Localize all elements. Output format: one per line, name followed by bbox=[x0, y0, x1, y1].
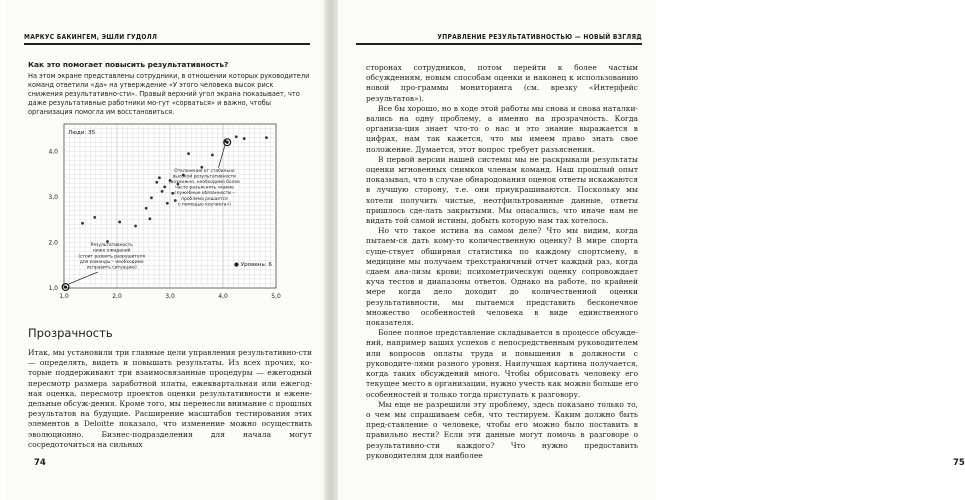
y-tick-label: 2,0 bbox=[48, 239, 58, 247]
x-tick-label: 4,0 bbox=[218, 293, 228, 300]
x-tick-label: 1,0 bbox=[59, 293, 69, 300]
running-head-left bbox=[24, 31, 310, 45]
level-label: ● Уровень: 6 bbox=[234, 262, 272, 269]
x-tick-label: 5,0 bbox=[271, 293, 281, 300]
lower-callout-line: ниже ожиданий bbox=[92, 248, 131, 254]
data-point bbox=[148, 217, 151, 220]
data-point bbox=[174, 199, 177, 202]
data-point bbox=[166, 202, 169, 205]
lower-callout-line: (стоит развить разрушителя bbox=[78, 254, 146, 260]
data-point bbox=[161, 190, 164, 193]
highlighted-point bbox=[64, 286, 67, 289]
data-point bbox=[163, 185, 166, 188]
running-head-right-text: УПРАВЛЕНИЕ РЕЗУЛЬТАТИВНОСТЬЮ — НОВЫЙ ВЗГЛЯД bbox=[437, 33, 642, 41]
left-page bbox=[6, 0, 324, 500]
data-point bbox=[145, 207, 148, 210]
x-tick-label: 2,0 bbox=[112, 293, 122, 300]
data-point bbox=[81, 222, 84, 225]
paragraph: Мы еще не разрешили эту проблему, здесь показано только то, о чем мы спрашиваем себя, что тестируем. Каким должно быть пред-ставление о человеке, чтобы его можно было поставить в правильно нести? Если эти данные могут помочь в разговоре о результативно-сти каждого? Что нужно предоставить руководителям для наиболее bbox=[366, 399, 638, 460]
running-head-left-text: МАРКУС БАКИНГЕМ, ЭШЛИ ГУДОЛЛ bbox=[24, 33, 158, 41]
page-number-right: 75 bbox=[953, 458, 965, 468]
upper-callout-line: (возможно, необходимо более bbox=[169, 180, 240, 186]
y-tick-label: 3,0 bbox=[48, 193, 58, 201]
body-text-left: Итак, мы установили три главные цели управления результативно-сти — определять, видеть и повышать результаты. Из всех прочих, ко-торые поддерживают три взаимосвязанные процедуры — ежегодный пересмотр размера заработной платы, ежеквартальная или ежегод-ная оценка, пересмотр проектов оценки результативности и ежене-дельные обсуж-дения. Кроме того, мы перенесли внимание с прошлых результатов на будущие. Расширение масштабов тестирования этих элементов в Deloitte показало, что изменение можно осуществить эволюционно. Бизнес-подразделения для начала могут сосредоточиться на сильных bbox=[28, 348, 312, 449]
data-point bbox=[93, 216, 96, 219]
data-point bbox=[118, 221, 121, 224]
upper-callout-line: Отклонение от стабильно bbox=[174, 168, 235, 174]
x-tick-label: 3,0 bbox=[165, 293, 175, 300]
data-point bbox=[158, 176, 161, 179]
data-point bbox=[211, 154, 214, 157]
paragraph: В первой версии нашей системы мы не раскрывали результаты оценки мгновенных снимков членам команд. Наш прошлый опыт показывал, что в случае обнародования оценок ответы искажаются в лучшую сторону, т.е. они приукрашиваются. Поскольку мы хотели получить чистые, неотфильтрованные данные, ответы пришлось сде-лать закрытыми. Мы опасались, что иначе нам не видать той самой истины, добыть которую нам так хотелось. bbox=[366, 154, 638, 226]
section-heading: Прозрачность bbox=[28, 326, 113, 340]
scatter-chart bbox=[24, 118, 314, 308]
paragraph: Более полное представление складывается в процессе обсужде-ний, например ваших успехов с непосредственным руководителем или вопросов оплаты труда и повышения в должности с руководите-лями разного уровня. Наилучшая картина получается, когда таких обсуждений много. Чтобы обрисовать человеку его текущее место в организации, нужно учесть как можно больше его особенностей и только тогда приступать к разговору. bbox=[366, 328, 638, 399]
sidebar-title: Как это помогает повысить результативность? bbox=[28, 60, 229, 69]
data-point bbox=[150, 196, 153, 199]
data-point bbox=[155, 181, 158, 184]
lower-callout-line: исправить ситуацию) bbox=[86, 265, 137, 271]
people-count-label: Люди: 35 bbox=[68, 130, 96, 136]
upper-callout-line: часто разъяснять «какие bbox=[175, 185, 234, 191]
y-tick-label: 4,0 bbox=[48, 148, 58, 156]
upper-callout-line: высокой результативности bbox=[172, 174, 237, 180]
paragraph: Все бы хорошо, но в ходе этой работы мы снова и снова наталки-вались на одну проблему, а именно на прозрачность. Когда организа-ция знает что-то о нас и это знание выражается в цифрах, нам так кажется, что мы имеем право знать свое положение. Думается, этот вопрос требует разъяснения. bbox=[366, 103, 638, 154]
page-number-left: 74 bbox=[34, 458, 46, 468]
book-gutter bbox=[324, 0, 338, 500]
highlighted-point bbox=[226, 141, 229, 144]
lower-callout-line: для команды – необходимо bbox=[79, 259, 144, 265]
data-point bbox=[243, 137, 246, 140]
lower-callout-line: Результативность bbox=[90, 243, 133, 249]
scatter-chart-svg bbox=[24, 118, 314, 308]
upper-callout-line: проблема решается bbox=[181, 196, 228, 202]
paragraph: сторонах сотрудников, потом перейти к более частым обсуждениям, новым способам оценки и наконец к использованию новой про-граммы мониторинга (см. врезку «Интерфейс результатов»). bbox=[366, 63, 638, 103]
upper-callout-line: служебные обязанности – bbox=[174, 191, 235, 197]
paragraph: Но что такое истина на самом деле? Что мы видим, когда пытаем-ся дать кому-то количественную оценку? В мире спорта суще-ствует обширная статистика по каждому спортсмену, в медицине мы получаем трехстраничный отчет каждый раз, когда сдаем ана-лизы крови; психометрическую оценку сопровождает куча тестов и диапазоны ответов. Однако на работе, по крайней мере когда дело доходит до количественной оценки результативности, мы пытаемся представить бесконечное множество особенностей человека в виде единственного показателя. bbox=[366, 226, 638, 328]
upper-callout-line: с помощью коучинга») bbox=[178, 202, 231, 208]
data-point bbox=[265, 136, 268, 139]
data-point bbox=[235, 135, 238, 138]
body-text-right bbox=[366, 63, 638, 461]
y-tick-label: 1,0 bbox=[48, 285, 58, 292]
sidebar-text: На этом экране представлены сотрудники, в отношении которых руководители команд ответили «да» на утверждение «У этого человека высок риск снижения результативно-сти». Правый верхний угол экрана показывает, что даже результативные работники мо-гут «сорваться» и важно, чтобы организация помогла им восстановиться. bbox=[28, 72, 310, 116]
running-head-right bbox=[356, 31, 642, 45]
data-point bbox=[187, 152, 190, 155]
data-point bbox=[134, 225, 137, 228]
